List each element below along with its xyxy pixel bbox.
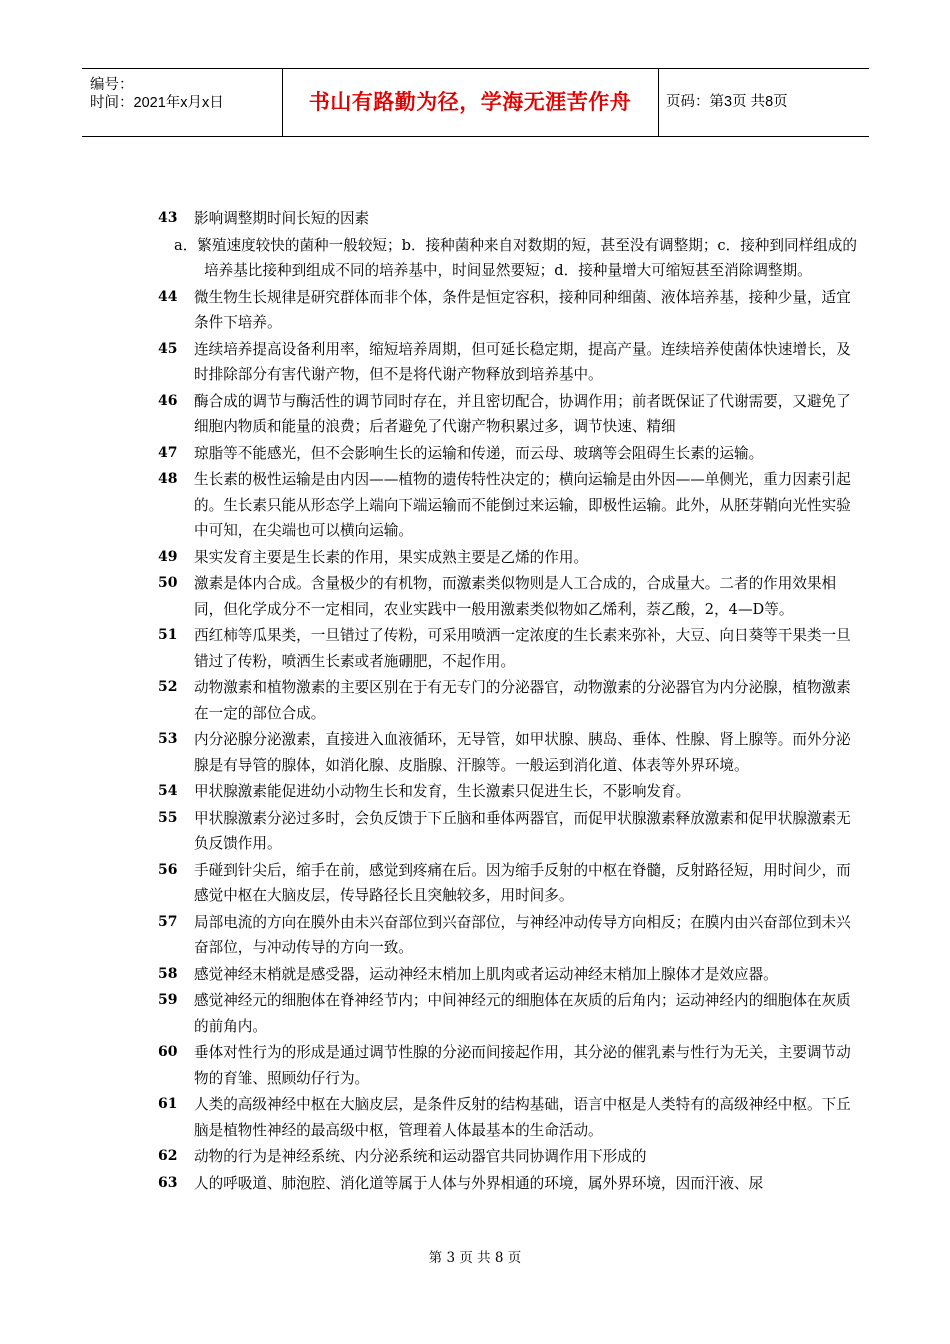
item-text: 手碰到针尖后，缩手在前，感觉到疼痛在后。因为缩手反射的中枢在脊髓，反射路径短，用时间少，而感觉中枢在大脑皮层，传导路径长且突触较多，用时间多。 <box>194 861 851 904</box>
header-meta <box>82 69 283 136</box>
list-item <box>158 858 858 909</box>
item-text: 连续培养提高设备利用率，缩短培养周期，但可延长稳定期，提高产量。连续培养使菌体快速增长，及时排除部分有害代谢产物，但不是将代谢产物释放到培养基中。 <box>194 340 851 383</box>
list-item <box>158 441 858 467</box>
item-number: 49 <box>158 548 178 565</box>
list-item <box>158 988 858 1039</box>
header-page-number: 页码：第3页 共8页 <box>666 94 788 110</box>
list-item <box>158 806 858 857</box>
item-number: 50 <box>158 575 178 591</box>
item-text: 激素是体内合成。含量极少的有机物，而激素类似物则是人工合成的，合成量大。二者的作用效果相同，但化学成分不一定相同，农业实践中一般用激素类似物如乙烯利，萘乙酸，2，4—D等。 <box>194 575 837 618</box>
item-number: 63 <box>158 1174 178 1191</box>
item-text: 感觉神经元的细胞体在脊神经节内；中间神经元的细胞体在灰质的后角内；运动神经内的细胞体在灰质的前角内。 <box>194 992 851 1035</box>
document-date-label: 时间：2021年x月x日 <box>90 95 224 111</box>
page-footer: 第 3 页 共 8 页 <box>428 1250 522 1266</box>
item-text: 琼脂等不能感光，但不会影响生长的运输和传递，而云母、玻璃等会阻碍生长素的运输。 <box>194 444 764 462</box>
list-item <box>158 206 858 232</box>
item-number: 52 <box>158 679 178 695</box>
header-motto: 书山有路勤为径，学海无涯苦作舟 <box>282 69 659 136</box>
item-text: 甲状腺激素能促进幼小动物生长和发育，生长激素只促进生长，不影响发育。 <box>194 783 691 800</box>
list-item <box>158 1171 858 1197</box>
list-item <box>158 285 858 336</box>
list-item <box>158 727 858 778</box>
item-text: 内分泌腺分泌激素，直接进入血液循环，无导管，如甲状腺、胰岛、垂体、性腺、肾上腺等。而外分泌腺是有导管的腺体，如消化腺、皮脂腺、汗腺等。一般运到消化道、体表等外界环境。 <box>194 731 851 774</box>
list-item <box>158 910 858 961</box>
list-item-sub: a．繁殖速度较快的菌种一般较短；b．接种菌种来自对数期的短，甚至没有调整期；c．接种到同样组成的培养基比接种到组成不同的培养基中，时间显然要短；d．接种量增大可缩短甚至消除调整期。 <box>174 236 857 279</box>
page-header <box>82 68 869 137</box>
item-text: 动物激素和植物激素的主要区别在于有无专门的分泌器官，动物激素的分泌器官为内分泌腺，植物激素在一定的部位合成。 <box>194 679 851 722</box>
item-text: 果实发育主要是生长素的作用，果实成熟主要是乙烯的作用。 <box>194 548 589 566</box>
list-item <box>158 467 858 544</box>
document-body <box>158 206 858 1197</box>
item-text: 甲状腺激素分泌过多时，会负反馈于下丘脑和垂体两器官，而促甲状腺激素释放激素和促甲状腺激素无负反馈作用。 <box>194 809 851 852</box>
document-number-label: 编号： <box>90 77 134 93</box>
item-text: 人类的高级神经中枢在大脑皮层，是条件反射的结构基础，语言中枢是人类特有的高级神经中枢。下丘脑是植物性神经的最高级中枢，管理着人体最基本的生命活动。 <box>194 1096 851 1139</box>
item-number: 56 <box>158 861 178 878</box>
list-item <box>158 389 858 440</box>
item-number: 47 <box>158 444 178 461</box>
list-item <box>158 675 858 726</box>
item-number: 61 <box>158 1096 178 1112</box>
item-number: 58 <box>158 965 178 982</box>
item-number: 43 <box>158 210 178 226</box>
item-text: 西红柿等瓜果类，一旦错过了传粉，可采用喷洒一定浓度的生长素来弥补，大豆、向日葵等干果类一旦错过了传粉，喷洒生长素或者施硼肥，不起作用。 <box>194 627 851 670</box>
item-number: 59 <box>158 992 178 1008</box>
list-item <box>158 571 858 622</box>
list-item <box>158 1040 858 1091</box>
list-item <box>158 962 858 988</box>
item-number: 44 <box>158 288 178 305</box>
list-item <box>158 779 858 805</box>
list-item <box>158 1092 858 1143</box>
item-number: 55 <box>158 809 178 826</box>
list-item <box>158 1144 858 1170</box>
list-item <box>158 623 858 674</box>
item-number: 60 <box>158 1044 178 1060</box>
item-text: 感觉神经末梢就是感受器，运动神经末梢加上肌肉或者运动神经末梢加上腺体才是效应器。 <box>194 965 778 983</box>
item-text: 动物的行为是神经系统、内分泌系统和运动器官共同协调作用下形成的 <box>194 1148 647 1165</box>
item-number: 53 <box>158 731 178 747</box>
item-number: 51 <box>158 627 178 643</box>
item-number: 45 <box>158 340 178 357</box>
item-number: 46 <box>158 392 178 409</box>
item-text: 垂体对性行为的形成是通过调节性腺的分泌而间接起作用，其分泌的催乳素与性行为无关，主要调节动物的育雏、照顾幼仔行为。 <box>194 1044 851 1087</box>
item-number: 54 <box>158 783 178 799</box>
list-item <box>158 545 858 571</box>
item-number: 48 <box>158 471 178 487</box>
item-text: 微生物生长规律是研究群体而非个体，条件是恒定容积，接种同种细菌、液体培养基，接种少量，适宜条件下培养。 <box>194 288 851 331</box>
item-text: 局部电流的方向在膜外由未兴奋部位到兴奋部位，与神经冲动传导方向相反；在膜内由兴奋部位到未兴奋部位，与冲动传导的方向一致。 <box>194 913 851 956</box>
item-text: 影响调整期时间长短的因素 <box>194 210 370 227</box>
item-text: 酶合成的调节与酶活性的调节同时存在，并且密切配合，协调作用；前者既保证了代谢需要，又避免了细胞内物质和能量的浪费；后者避免了代谢产物积累过多，调节快速、精细 <box>194 392 851 435</box>
list-item <box>158 337 858 388</box>
item-number: 62 <box>158 1148 178 1164</box>
item-text: 人的呼吸道、肺泡腔、消化道等属于人体与外界相通的环境，属外界环境，因而汗液、尿 <box>194 1174 764 1192</box>
item-text: 生长素的极性运输是由内因——植物的遗传特性决定的；横向运输是由外因——单侧光，重力因素引起的。生长素只能从形态学上端向下端运输而不能倒过来运输，即极性运输。此外，从胚芽鞘向光性实验中可知，在尖端也可以横向运输。 <box>194 471 851 539</box>
item-number: 57 <box>158 913 178 930</box>
